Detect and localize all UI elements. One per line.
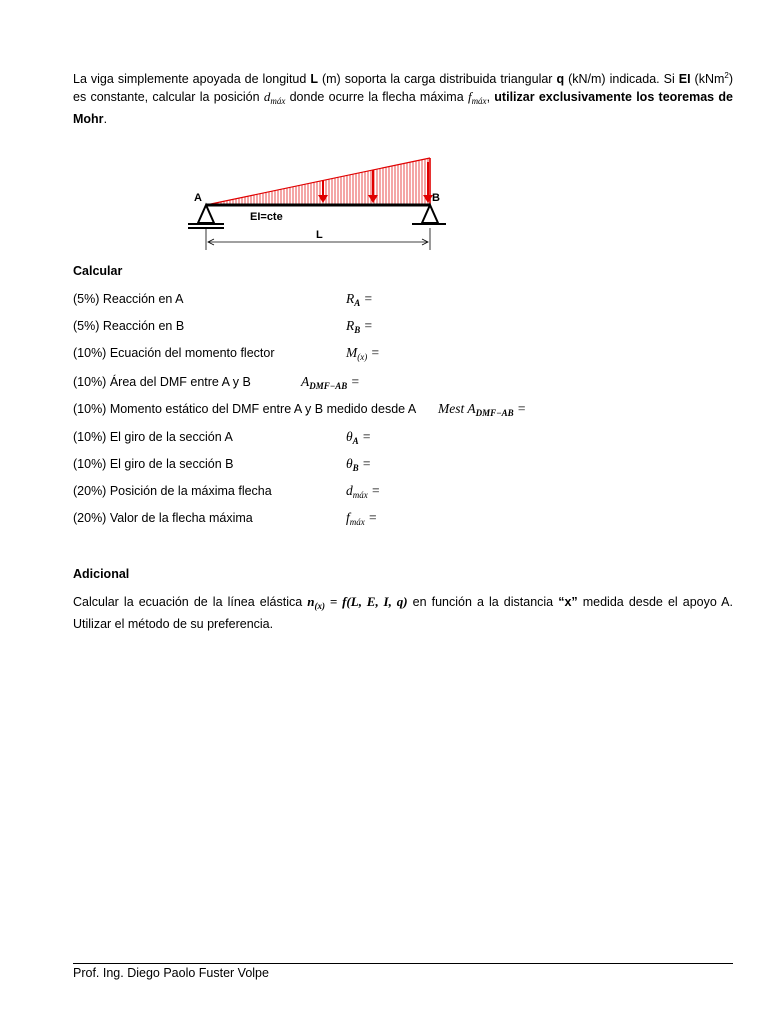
answer-expression: $M_{(x)}$ = bbox=[346, 345, 380, 362]
question-label: (5%) Reacción en A bbox=[73, 292, 184, 306]
question-label: (20%) Valor de la flecha máxima bbox=[73, 511, 253, 525]
answer-expression: $A_{DMF-AB}$ = bbox=[301, 374, 360, 391]
load-outline bbox=[206, 158, 430, 205]
question-label: (10%) El giro de la sección A bbox=[73, 430, 233, 444]
support-b bbox=[412, 205, 446, 224]
dmax-symbol: $d_{máx}$ bbox=[263, 89, 286, 107]
elastic-line-equation: $n_{(x)} = f(L$, E, I, q) bbox=[307, 594, 408, 611]
adicional-heading: Adicional bbox=[73, 567, 130, 581]
answer-expression: $f_{máx}$ = bbox=[346, 510, 378, 527]
adicional-paragraph bbox=[73, 593, 733, 633]
footer-divider bbox=[73, 963, 733, 964]
load-symbol: q bbox=[556, 72, 565, 87]
label-length: L bbox=[316, 229, 323, 241]
question-label: (10%) Ecuación del momento flector bbox=[73, 346, 275, 360]
intro-text: donde ocurre la flecha máxima bbox=[285, 90, 468, 105]
intro-text: (kN/m) indicada. Si bbox=[564, 72, 679, 87]
question-label: (10%) Momento estático del DMF entre A y B medido desde A bbox=[73, 402, 417, 416]
footer-author: Prof. Ing. Diego Paolo Fuster Volpe bbox=[73, 966, 269, 980]
label-b: B bbox=[432, 192, 440, 204]
mohr-instruction: utilizar exclusivamente los teoremas de Mohr bbox=[73, 90, 733, 127]
beam-diagram bbox=[180, 150, 460, 260]
intro-paragraph bbox=[73, 67, 733, 128]
question-label: (5%) Reacción en B bbox=[73, 319, 185, 333]
adicional-text: en función a la distancia bbox=[407, 595, 559, 609]
superscript: 2 bbox=[724, 71, 729, 80]
answer-expression: Mest $A_{DMF-AB}$ = bbox=[438, 401, 527, 418]
stiffness-symbol: EI bbox=[678, 72, 691, 87]
question-label: (10%) El giro de la sección B bbox=[73, 457, 234, 471]
intro-text: ) es constante, calcular la posición bbox=[73, 72, 734, 105]
question-label: (20%) Posición de la máxima flecha bbox=[73, 484, 272, 498]
answer-expression: $d_{máx}$ = bbox=[346, 483, 381, 500]
length-symbol: L bbox=[310, 72, 318, 87]
x-variable: “x” bbox=[558, 595, 578, 609]
adicional-text: Calcular la ecuación de la línea elástica bbox=[73, 595, 308, 609]
support-a bbox=[188, 205, 224, 228]
answer-expression: $R_B$ = bbox=[346, 318, 373, 335]
intro-text: La viga simplemente apoyada de longitud bbox=[73, 72, 311, 87]
label-ei: EI=cte bbox=[250, 211, 283, 223]
calcular-heading: Calcular bbox=[73, 264, 123, 278]
answer-expression: $R_A$ = bbox=[346, 291, 373, 308]
intro-text: , bbox=[486, 90, 495, 105]
intro-text: (kNm bbox=[690, 72, 725, 87]
fmax-symbol: $f_{máx}$ bbox=[467, 89, 487, 107]
answer-expression: $\theta_B$ = bbox=[346, 456, 372, 473]
answer-expression: $\theta_A$ = bbox=[346, 429, 372, 446]
label-a: A bbox=[194, 192, 202, 204]
intro-text: . bbox=[103, 112, 108, 127]
adicional-text: medida desde el apoyo A. Utilizar el método de su preferencia. bbox=[73, 595, 733, 631]
intro-text: (m) soporta la carga distribuida triangular bbox=[317, 72, 557, 87]
question-label: (10%) Área del DMF entre A y B bbox=[73, 375, 251, 389]
